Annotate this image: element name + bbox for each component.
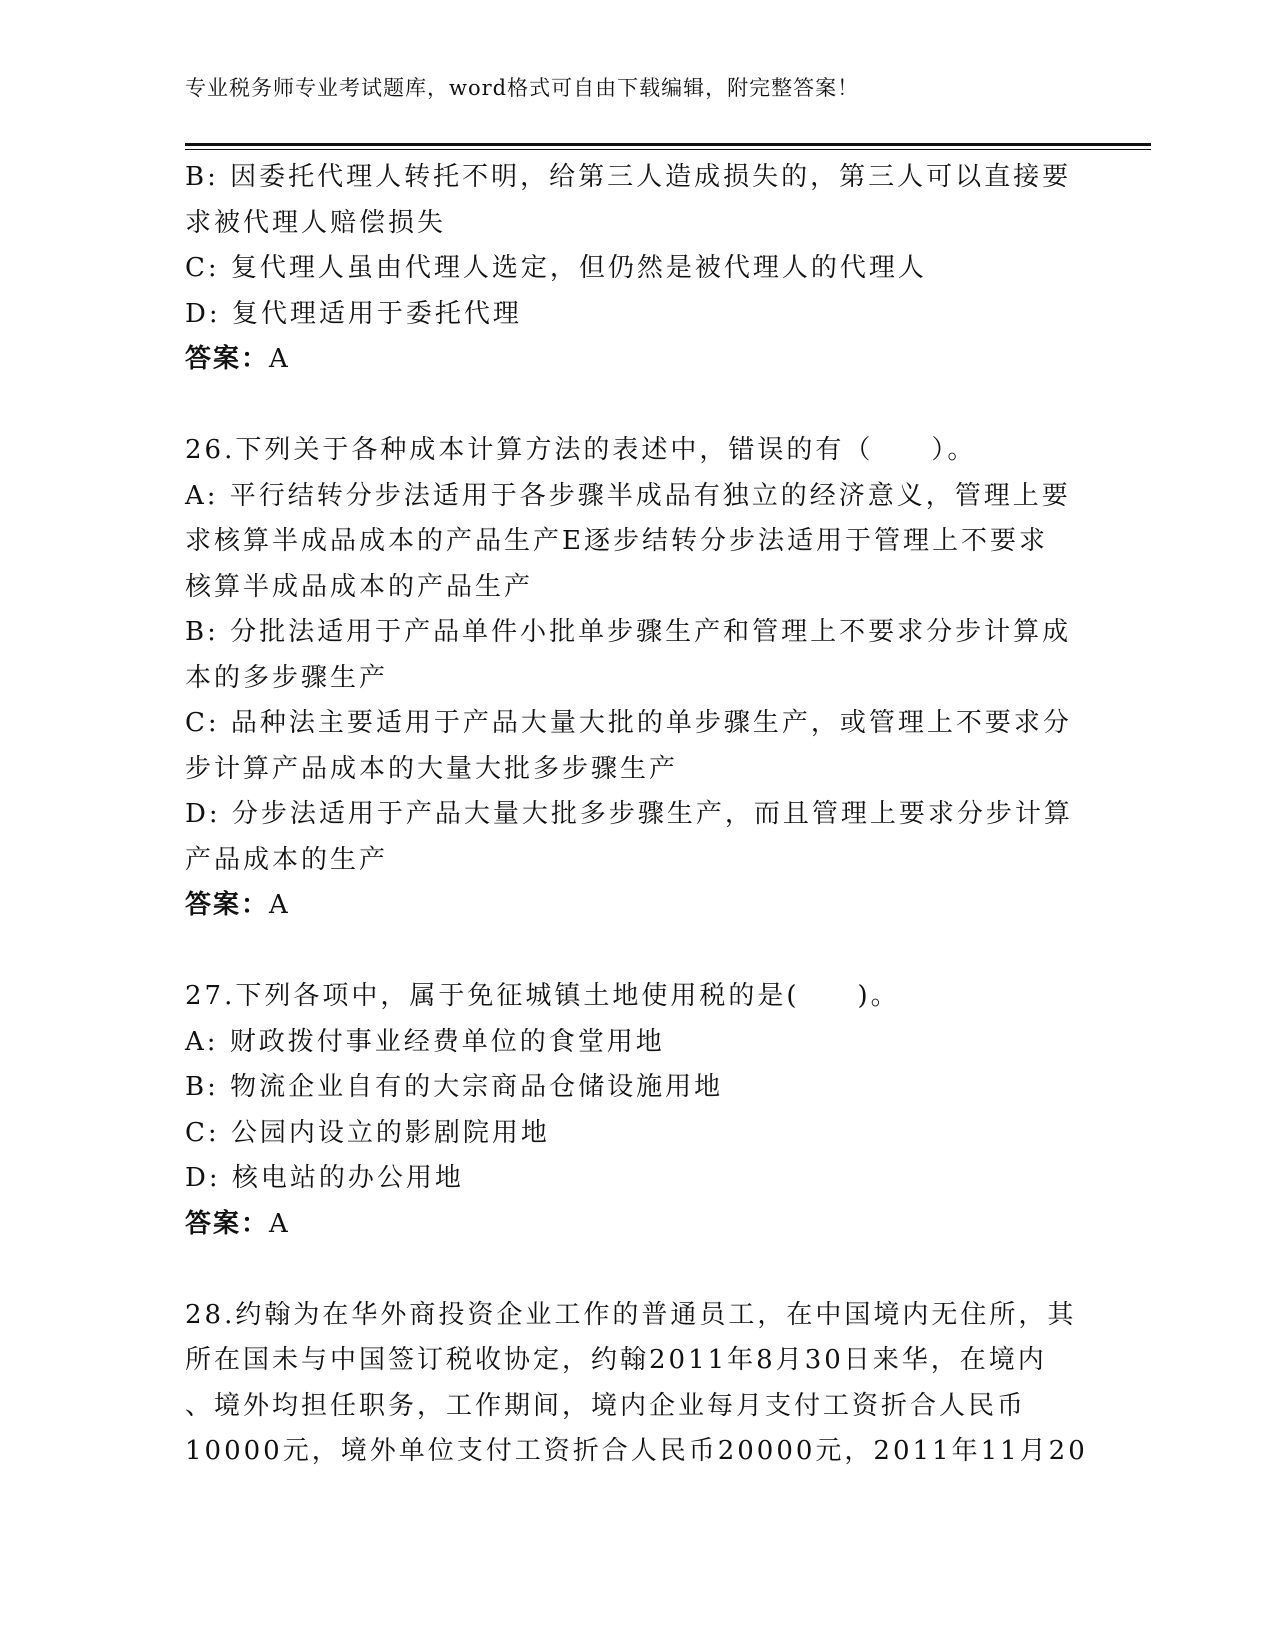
question-27 xyxy=(185,974,1085,1247)
option-b-line-2: 本的多步骤生产 xyxy=(185,662,389,693)
question-28 xyxy=(185,1293,1088,1475)
option-b-line-2: 求被代理人赔偿损失 xyxy=(185,207,447,238)
option-c-line-1: C: 品种法主要适用于产品大量大批的单步骤生产，或管理上不要求分 xyxy=(185,708,1072,738)
option-d: D: 复代理适用于委托代理 xyxy=(185,298,522,329)
answer-line xyxy=(185,337,1085,383)
answer-line xyxy=(185,1202,1085,1248)
option-c-line-2: 步计算产品成本的大量大批多步骤生产 xyxy=(185,753,679,784)
answer-value: A xyxy=(269,344,290,374)
option-b-line-1: B: 因委托代理人转托不明，给第三人造成损失的，第三人可以直接要 xyxy=(185,162,1072,192)
option-c: C: 复代理人虽由代理人选定，但仍然是被代理人的代理人 xyxy=(185,253,927,283)
option-d-line-1: D: 分步法适用于产品大量大批多步骤生产，而且管理上要求分步计算 xyxy=(185,799,1073,829)
option-a: A: 财政拨付事业经费单位的食堂用地 xyxy=(185,1026,665,1057)
option-a-line-2: 求核算半成品成本的产品生产E逐步结转分步法适用于管理上不要求 xyxy=(185,526,1048,556)
option-d: D: 核电站的办公用地 xyxy=(185,1163,464,1193)
answer-value: A xyxy=(269,890,290,920)
option-b: B: 物流企业自有的大宗商品仓储设施用地 xyxy=(185,1072,724,1102)
option-a-line-3: 核算半成品成本的产品生产 xyxy=(185,571,534,602)
document-body xyxy=(185,155,1088,1475)
option-a-line-1: A: 平行结转分步法适用于各步骤半成品有独立的经济意义，管理上要 xyxy=(185,480,1071,511)
option-c: C: 公园内设立的影剧院用地 xyxy=(185,1117,550,1148)
question-stem-line-4: 10000元，境外单位支付工资折合人民币20000元，2011年11月20 xyxy=(185,1436,1088,1466)
question-stem-line-2: 所在国未与中国签订税收协定，约翰2011年8月30日来华，在境内 xyxy=(185,1345,1047,1375)
header-rule-thin xyxy=(185,149,1151,150)
question-26 xyxy=(185,428,1085,929)
answer-value: A xyxy=(269,1208,290,1239)
header-rule-thick xyxy=(185,143,1151,146)
answer-label: 答案： xyxy=(185,890,270,920)
question-stem: 27.下列各项中，属于免征城镇土地使用税的是( )。 xyxy=(185,981,900,1011)
answer-label: 答案： xyxy=(185,344,270,374)
answer-label: 答案： xyxy=(185,1208,270,1239)
option-b-line-1: B: 分批法适用于产品单件小批单步骤生产和管理上不要求分步计算成 xyxy=(185,617,1072,647)
option-d-line-2: 产品成本的生产 xyxy=(185,844,389,875)
question-25-tail xyxy=(185,155,1085,383)
question-stem-line-1: 28.约翰为在华外商投资企业工作的普通员工，在中国境内无住所，其 xyxy=(185,1299,1077,1330)
question-stem-line-3: 、境外均担任职务，工作期间，境内企业每月支付工资折合人民币 xyxy=(185,1390,1027,1421)
answer-line xyxy=(185,883,1085,929)
question-stem: 26.下列关于各种成本计算方法的表述中，错误的有（ ）。 xyxy=(185,435,977,465)
page-header: 专业税务师专业考试题库，word格式可自由下载编辑，附完整答案！ xyxy=(185,76,860,100)
